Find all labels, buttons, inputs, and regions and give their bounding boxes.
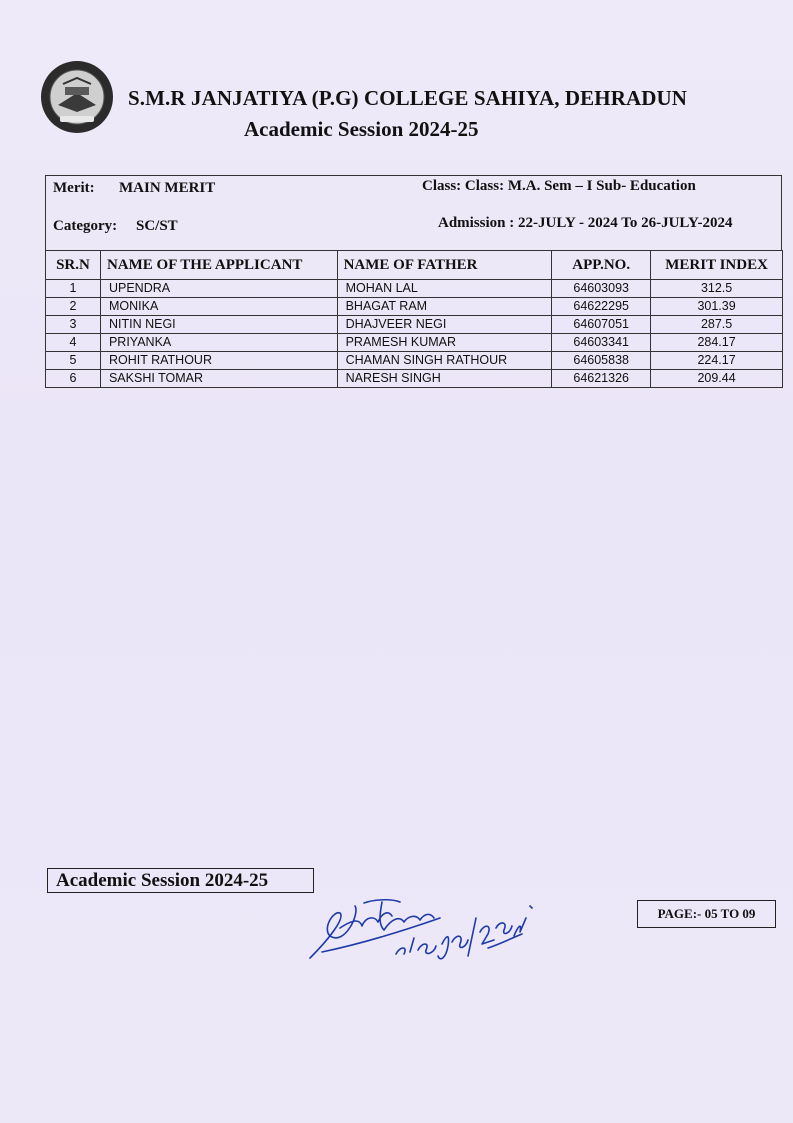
college-logo	[38, 60, 116, 134]
admission-info: Admission : 22-JULY - 2024 To 26-JULY-2024	[438, 215, 733, 231]
session-title: Academic Session 2024-25	[244, 117, 479, 141]
cell-father: BHAGAT RAM	[337, 298, 552, 316]
cell-applicant: ROHIT RATHOUR	[100, 352, 337, 370]
college-title: S.M.R JANJATIYA (P.G) COLLEGE SAHIYA, DEHRADUN	[128, 86, 688, 110]
header-srn: SR.N	[46, 251, 101, 280]
category-value: SC/ST	[136, 218, 178, 234]
table-row	[46, 280, 783, 298]
merit-label: Merit:	[53, 180, 95, 196]
page-number-box: PAGE:- 05 TO 09	[637, 900, 776, 928]
cell-srn: 2	[46, 298, 101, 316]
header-app-no: APP.NO.	[552, 251, 651, 280]
table-row	[46, 316, 783, 334]
cell-app-no: 64603093	[552, 280, 651, 298]
cell-father: MOHAN LAL	[337, 280, 552, 298]
cell-srn: 1	[46, 280, 101, 298]
cell-srn: 3	[46, 316, 101, 334]
header-applicant: NAME OF THE APPLICANT	[100, 251, 337, 280]
table-row	[46, 352, 783, 370]
cell-app-no: 64605838	[552, 352, 651, 370]
table-header-row	[46, 251, 783, 280]
cell-app-no: 64622295	[552, 298, 651, 316]
cell-father: CHAMAN SINGH RATHOUR	[337, 352, 552, 370]
handwritten-signature	[300, 858, 540, 968]
merit-table	[45, 250, 783, 388]
cell-srn: 6	[46, 370, 101, 388]
cell-app-no: 64607051	[552, 316, 651, 334]
merit-info-box	[45, 175, 782, 251]
table-row	[46, 370, 783, 388]
cell-app-no: 64621326	[552, 370, 651, 388]
cell-father: NARESH SINGH	[337, 370, 552, 388]
cell-merit-index: 224.17	[651, 352, 783, 370]
cell-father: DHAJVEER NEGI	[337, 316, 552, 334]
cell-srn: 4	[46, 334, 101, 352]
cell-merit-index: 312.5	[651, 280, 783, 298]
cell-merit-index: 284.17	[651, 334, 783, 352]
table-row	[46, 334, 783, 352]
cell-app-no: 64603341	[552, 334, 651, 352]
class-info: Class: Class: M.A. Sem – I Sub- Education	[422, 178, 696, 194]
table-row	[46, 298, 783, 316]
category-label: Category:	[53, 218, 118, 234]
cell-father: PRAMESH KUMAR	[337, 334, 552, 352]
cell-merit-index: 301.39	[651, 298, 783, 316]
header-merit-index: MERIT INDEX	[651, 251, 783, 280]
header-father: NAME OF FATHER	[337, 251, 552, 280]
cell-merit-index: 287.5	[651, 316, 783, 334]
cell-applicant: PRIYANKA	[100, 334, 337, 352]
cell-applicant: MONIKA	[100, 298, 337, 316]
merit-value: MAIN MERIT	[119, 180, 216, 196]
cell-merit-index: 209.44	[651, 370, 783, 388]
cell-applicant: NITIN NEGI	[100, 316, 337, 334]
cell-applicant: UPENDRA	[100, 280, 337, 298]
footer-session-label: Academic Session 2024-25	[47, 868, 314, 893]
cell-srn: 5	[46, 352, 101, 370]
cell-applicant: SAKSHI TOMAR	[100, 370, 337, 388]
